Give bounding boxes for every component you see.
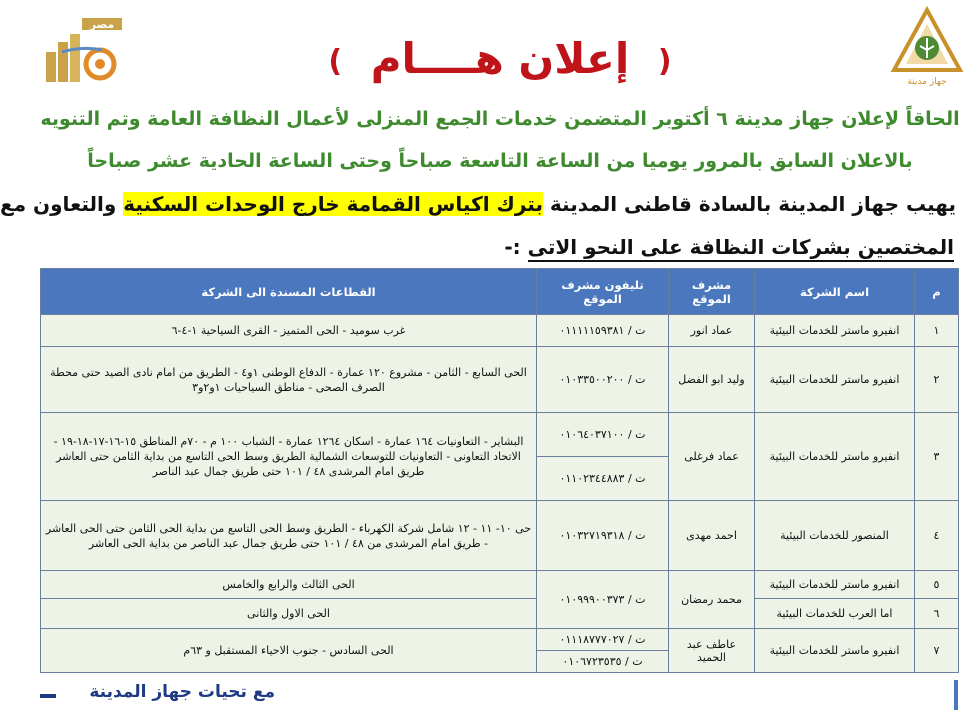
row-sectors: الحى الثالث والرابع والخامس [41, 571, 537, 599]
table-row [41, 315, 959, 347]
header-company: اسم الشركة [755, 269, 915, 315]
table-row [41, 629, 959, 651]
row-supervisor: عماد فرغلى [669, 413, 755, 501]
announcement-line-1: الحاقاً لإعلان جهاز مدينة ٦ أكتوبر المتضمن خدمات الجمع المنزلى لأعمال النظافة العامة وتم التنويه [40, 108, 960, 130]
announcement-line-2: بالاعلان السابق بالمرور يوميا من الساعة التاسعة صباحاً وحتى الساعة الحادية عشر صباحاً [87, 150, 913, 172]
row-supervisor: احمد مهدى [669, 501, 755, 571]
row-company: انفيرو ماستر للخدمات البيئية [755, 629, 915, 673]
row-company: المنصور للخدمات البيئية [755, 501, 915, 571]
table-row [41, 599, 959, 629]
row-supervisor: وليد ابو الفضل [669, 347, 755, 413]
row-num: ٤ [915, 501, 959, 571]
header-supervisor: مشرف الموقع [669, 269, 755, 315]
header-phone: تليفون مشرف الموقع [537, 269, 669, 315]
header-sectors: القطاعات المسندة الى الشركة [41, 269, 537, 315]
highlighted-instruction: بترك اكياس القمامة خارج الوحدات السكنية [123, 192, 543, 216]
row-company: انفيرو ماستر للخدمات البيئية [755, 571, 915, 599]
row-num: ١ [915, 315, 959, 347]
row-company: انفيرو ماستر للخدمات البيئية [755, 413, 915, 501]
row-num: ٧ [915, 629, 959, 673]
footer-dash [40, 694, 56, 698]
row-sectors: البشاير - التعاونيات ١٦٤ عمارة - اسكان ١٢٦٤ عمارة - الشباب ١٠٠ م - ٧٠م المناطق ١٥-١٦-١٧-١٨-١٩ - الاتحاد التعاونى - التعاونيات للتوسعات الشمالية الطريق وسط الحى التاسع من بداية الثامن حتى العاشر طريق امام المرشدى ٤٨ / ١٠١ حتى طريق جمال عبد الناصر [41, 413, 537, 501]
table-row [41, 413, 959, 457]
page-title: ( إعلان هــــام ) [328, 34, 672, 83]
svg-text:مصر: مصر [89, 18, 115, 31]
table-row [41, 571, 959, 599]
announcement-line-4: المختصين بشركات النظافة على النحو الاتى :- [40, 234, 954, 262]
row-company: اما العرب للخدمات البيئية [755, 599, 915, 629]
row-phone-2: ت / ٠١١٠٢٣٤٤٨٨٣ [537, 457, 669, 501]
row-supervisor: عاطف عبد الحميد [669, 629, 755, 673]
right-accent-bar [954, 680, 958, 710]
svg-text:جهاز مدينة: جهاز مدينة [907, 77, 947, 87]
row-sectors: غرب سوميد - الحى المتميز - القرى السياحية ١-٤-٦ [41, 315, 537, 347]
header-num: م [915, 269, 959, 315]
cleaning-companies-table [40, 268, 959, 673]
row-supervisor: عماد انور [669, 315, 755, 347]
row-company: انفيرو ماستر للخدمات البيئية [755, 347, 915, 413]
row-num: ٦ [915, 599, 959, 629]
row-phone: ت / ٠١٠٣٢٧١٩٣١٨ [537, 501, 669, 571]
city-authority-logo-icon [888, 6, 966, 90]
row-num: ٥ [915, 571, 959, 599]
row-company: انفيرو ماستر للخدمات البيئية [755, 315, 915, 347]
egypt-logo-icon [42, 12, 128, 88]
row-phone: ت / ٠١١١٨٧٧٧٠٢٧ [537, 629, 669, 651]
row-num: ٣ [915, 413, 959, 501]
row-sectors: حى ١٠- ١١ - ١٢ شامل شركة الكهرباء - الطريق وسط الحى التاسع من بداية الحى الثامن حتى الحى العاشر - طريق امام المرشدى من ٤٨ / ١٠١ حتى طريق جمال عبد الناصر من بداية الحى العاشر [41, 501, 537, 571]
row-supervisor: محمد رمضان [669, 571, 755, 629]
row-sectors: الحى الاول والثانى [41, 599, 537, 629]
announcement-line-3: يهيب جهاز المدينة بالسادة قاطنى المدينة بترك اكياس القمامة خارج الوحدات السكنية والتعاون مع [0, 192, 956, 216]
row-sectors: الحى السابع - الثامن - مشروع ١٢٠ عمارة - الدفاع الوطنى ١و٤ - الطريق من امام نادى الصيد حتى محطة الصرف الصحى - مناطق السياحيات ١و٢و٣ [41, 347, 537, 413]
row-phone: ت / ٠١٠٣٣٥٠٠٢٠٠ [537, 347, 669, 413]
row-num: ٢ [915, 347, 959, 413]
table-row [41, 501, 959, 571]
row-phone: ت / ٠١١١١١٥٩٣٨١ [537, 315, 669, 347]
row-phone: ت / ٠١٠٩٩٩٠٠٣٧٣ [537, 571, 669, 629]
table-row [41, 347, 959, 413]
row-phone-2: ت / ٠١٠٦٧٢٣٥٣٥ [537, 651, 669, 673]
footer-signature: مع تحيات جهاز المدينة [89, 682, 275, 702]
row-sectors: الحى السادس - جنوب الاحياء المستقبل و ٦٣م [41, 629, 537, 673]
row-phone: ت / ٠١٠٦٤٠٣٧١٠٠ [537, 413, 669, 457]
